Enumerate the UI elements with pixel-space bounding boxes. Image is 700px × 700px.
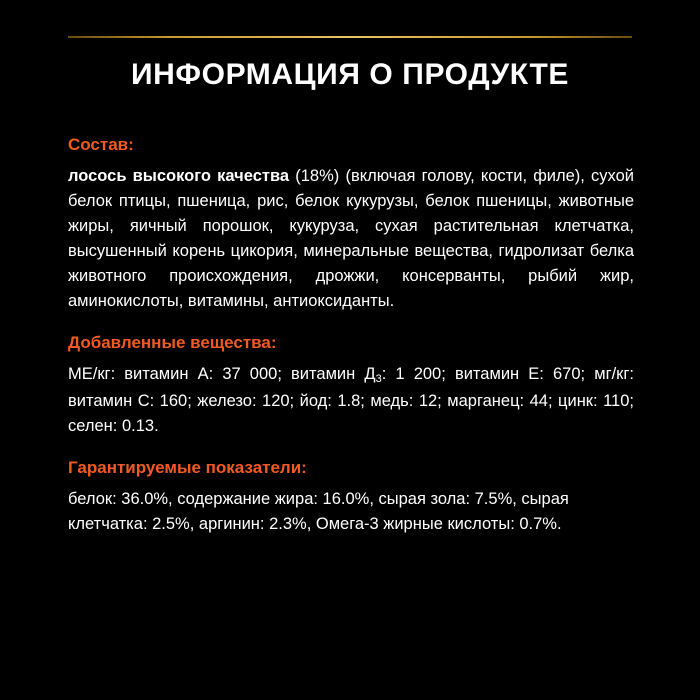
page-title: ИНФОРМАЦИЯ О ПРОДУКТЕ <box>131 58 569 91</box>
composition-body-text: (18%) (включая голову, кости, филе), сухой белок птицы, пшеница, рис, белок кукурузы, белок пшеницы, животные жиры, яичный порошок, кукуруза, сухая растительная клетчатка, высушенный корень цикория, минеральные вещества, гидролизат белка животного происхождения, дрожжи, консерванты, рыбий жир, аминокислоты, витамины, антиоксиданты. <box>68 167 634 310</box>
composition-lead-ingredient: лосось высокого качества <box>68 167 290 185</box>
content-area <box>68 134 634 537</box>
section-body-additives <box>68 362 634 439</box>
section-body-guaranteed: белок: 36.0%, содержание жира: 16.0%, сырая зола: 7.5%, сырая клетчатка: 2.5%, аргинин: 2.3%, Омега-3 жирные кислоты: 0.7%. <box>68 490 569 533</box>
section-body-composition <box>68 164 634 314</box>
additives-text-part-1: МЕ/кг: витамин А: 37 000; витамин Д <box>68 365 376 383</box>
section-analytical-constituents <box>68 457 634 537</box>
section-heading-additives: Добавленные вещества: <box>68 333 277 352</box>
gold-divider-rule <box>68 36 632 38</box>
additives-subscript: 3 <box>375 373 382 385</box>
section-heading-guaranteed: Гарантируемые показатели: <box>68 458 307 477</box>
additives-text-part-2: : 1 200; витамин Е: 670; мг/кг: витамин С: 160; железо: 120; йод: 1.8; медь: 12; марганец: 44; цинк: 110; селен: 0.13. <box>68 365 634 435</box>
section-heading-composition: Состав: <box>68 135 134 154</box>
section-composition <box>68 134 634 314</box>
section-additives <box>68 332 634 439</box>
